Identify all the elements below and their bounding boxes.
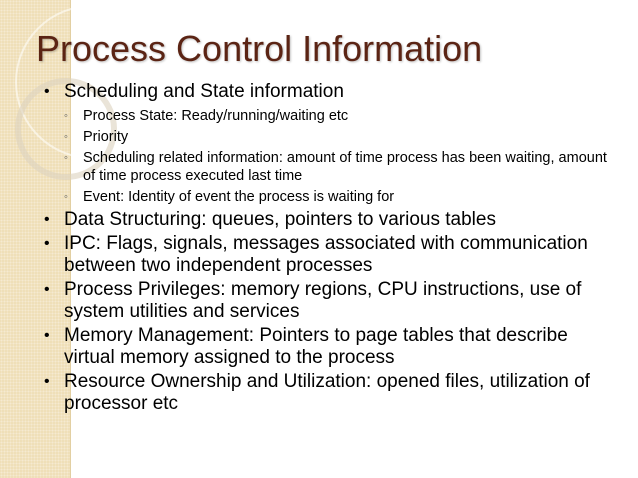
sub-bullet-item	[64, 149, 620, 185]
bullet-item	[40, 233, 620, 277]
bullet-text: Resource Ownership and Utilization: opened files, utilization of processor etc	[64, 371, 590, 414]
sub-bullet-icon: ◦	[64, 191, 68, 203]
bullet-icon: •	[44, 211, 50, 228]
sub-bullet-item	[64, 107, 620, 125]
bullet-icon: •	[44, 235, 50, 252]
bullet-item	[40, 325, 620, 369]
bullet-text: Scheduling and State information	[64, 81, 344, 102]
bullet-text: Process Privileges: memory regions, CPU instructions, use of system utilities and services	[64, 279, 582, 322]
bullet-icon: •	[44, 327, 50, 344]
sub-bullet-text: Process State: Ready/running/waiting etc	[83, 108, 349, 124]
sub-bullet-text: Priority	[83, 129, 129, 145]
bullet-item	[40, 209, 620, 231]
sub-bullet-text: Scheduling related information: amount of time process has been waiting, amount of time process executed last time	[83, 150, 607, 184]
sub-bullet-icon: ◦	[64, 110, 68, 122]
sub-bullet-item	[64, 188, 620, 206]
sub-bullet-icon: ◦	[64, 131, 68, 143]
bullet-text: IPC: Flags, signals, messages associated with communication between two independent processes	[64, 233, 588, 276]
sub-bullet-text: Event: Identity of event the process is waiting for	[83, 189, 395, 205]
bullet-item	[40, 279, 620, 323]
bullet-icon: •	[44, 281, 50, 298]
bullet-item	[40, 371, 620, 415]
slide-title: Process Control Information	[36, 28, 483, 69]
bullet-text: Memory Management: Pointers to page tables that describe virtual memory assigned to the process	[64, 325, 568, 368]
bullet-item	[40, 81, 620, 206]
bullet-icon: •	[44, 373, 50, 390]
bullet-icon: •	[44, 83, 50, 100]
bullet-list	[40, 81, 620, 415]
sub-bullet-icon: ◦	[64, 152, 68, 164]
sub-bullet-list	[64, 107, 620, 206]
bullet-text: Data Structuring: queues, pointers to various tables	[64, 209, 496, 230]
sub-bullet-item	[64, 128, 620, 146]
